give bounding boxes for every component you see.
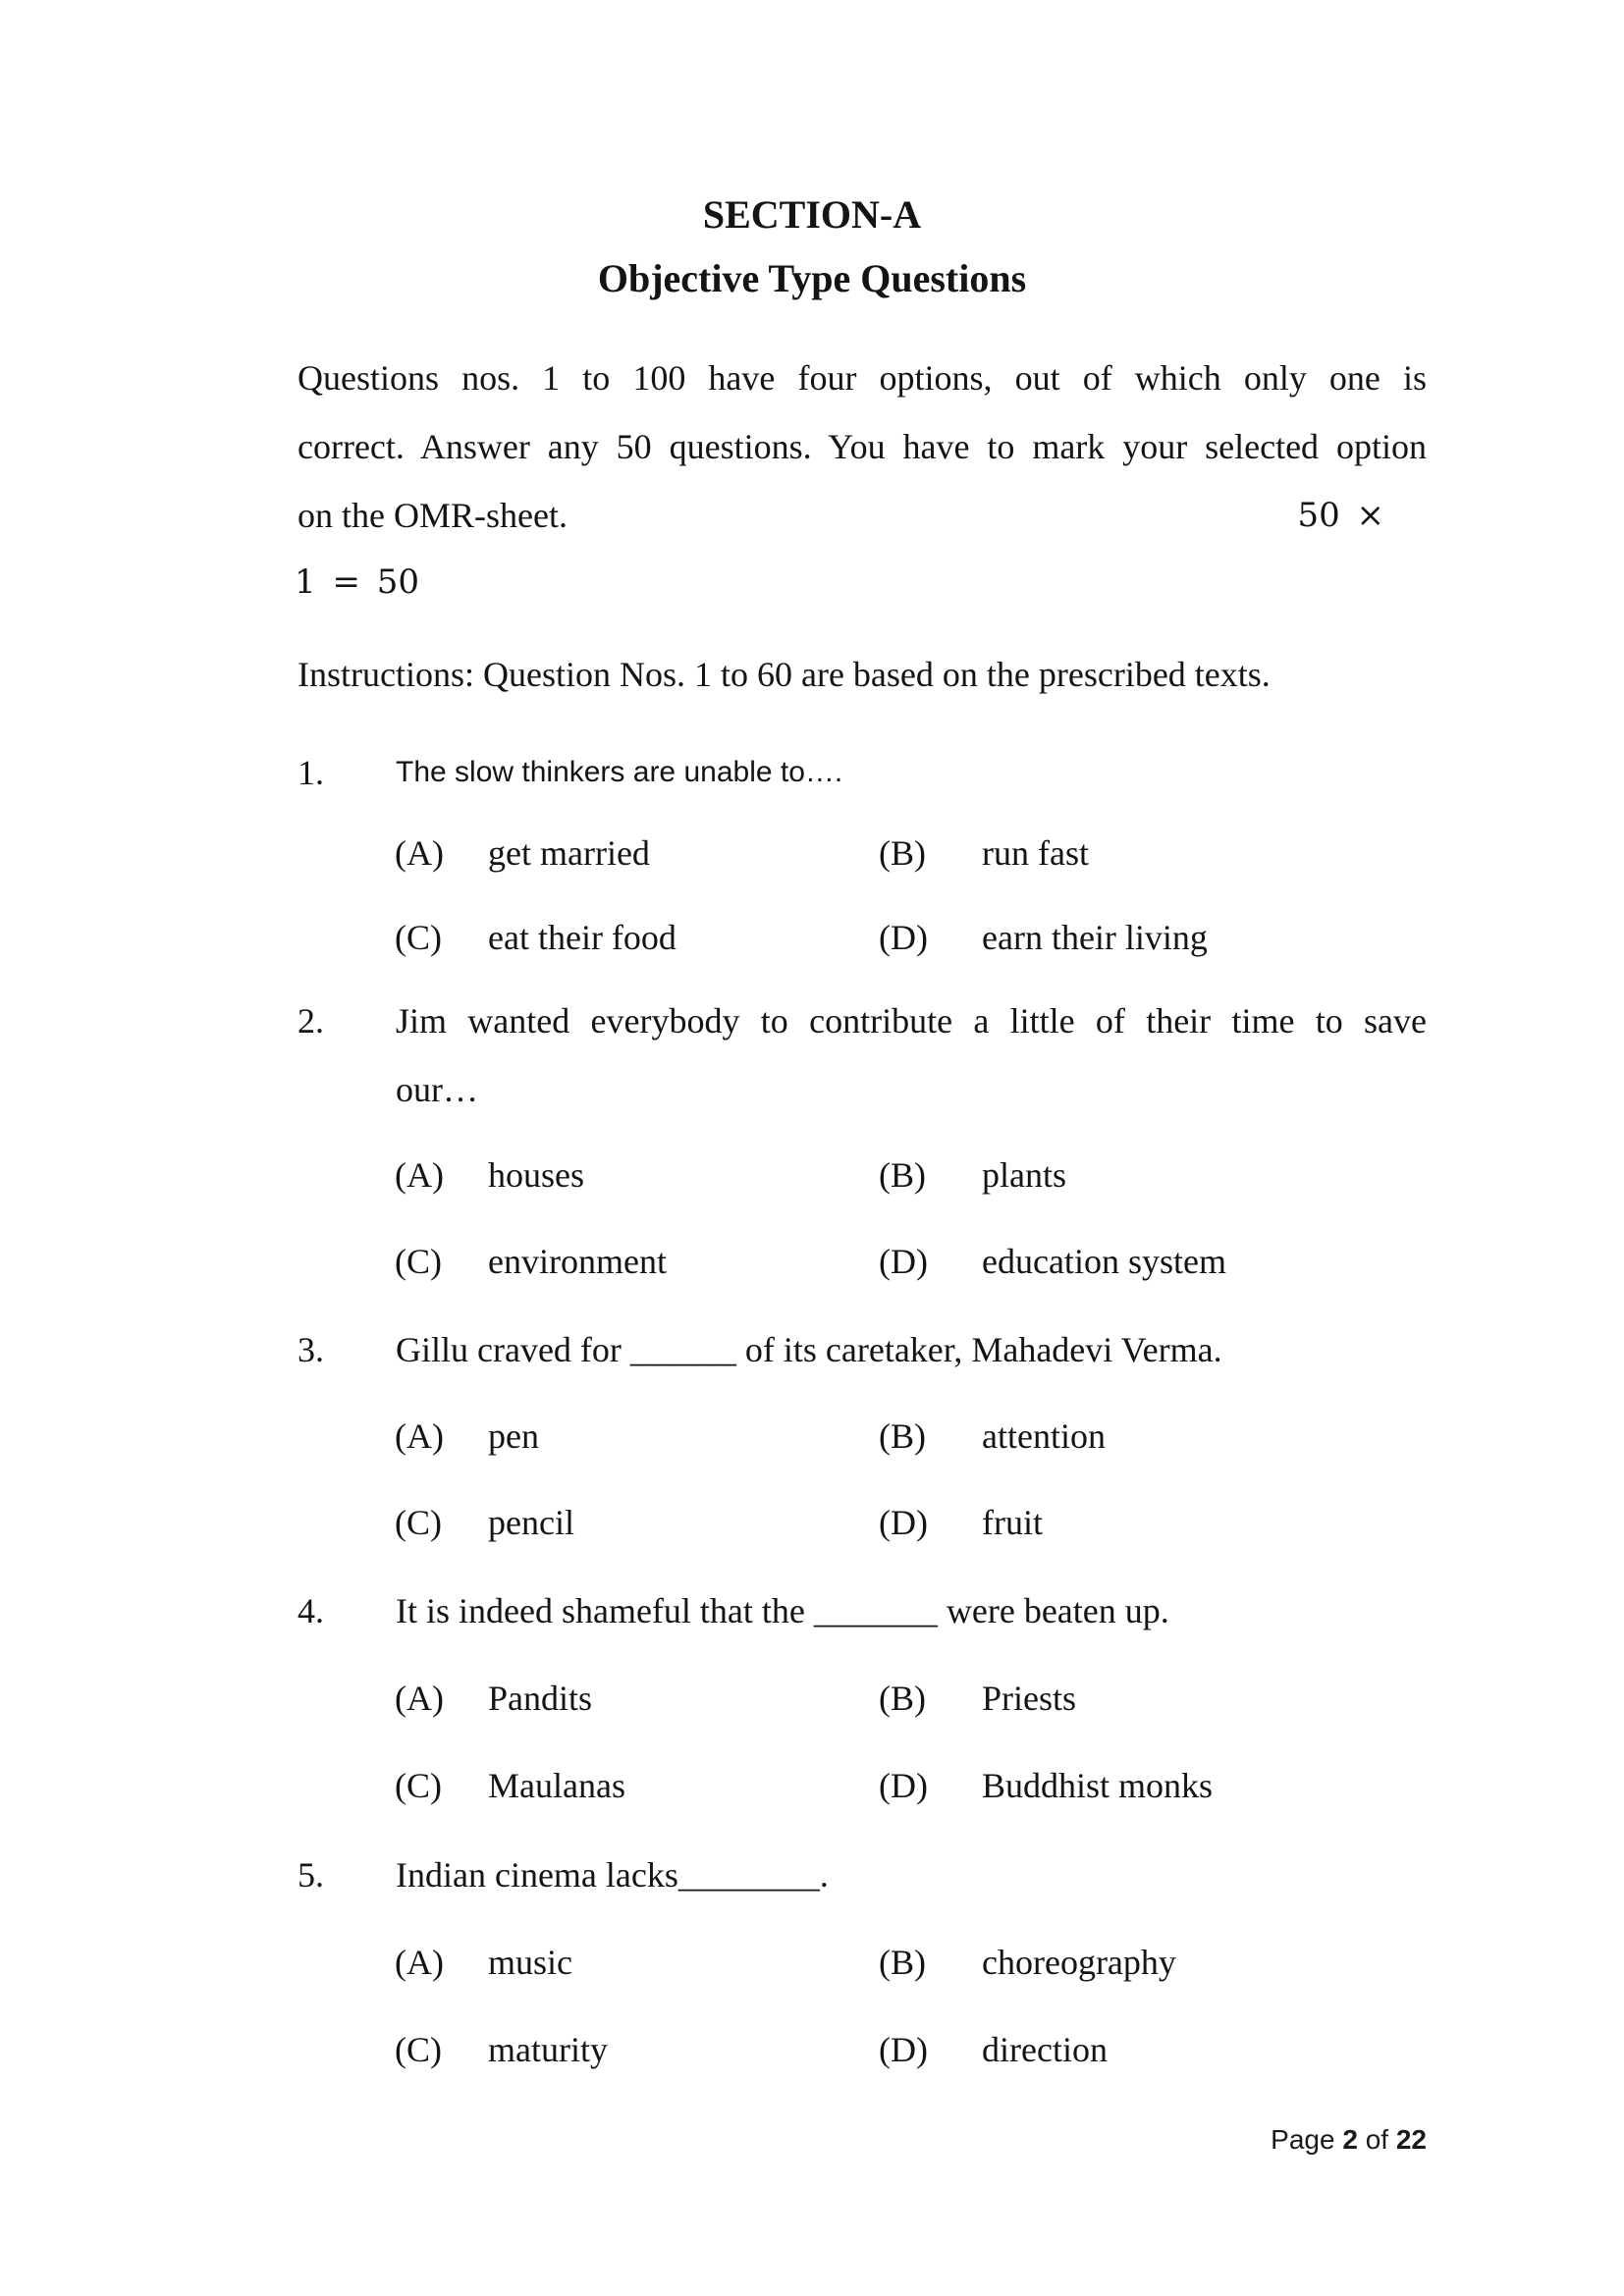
footer-total-pages: 22 [1395, 2124, 1427, 2155]
question-3-options-row-ab [0, 1402, 1624, 1470]
option-b-text: plants [982, 1155, 1066, 1195]
question-3-options-row-cd [0, 1488, 1624, 1557]
question-2-options-row-cd [0, 1227, 1624, 1296]
option-b-label: (B) [879, 1943, 926, 1982]
option-a-label: (A) [395, 1679, 444, 1718]
option-a-label: (A) [395, 833, 444, 873]
option-b-label: (B) [879, 1416, 926, 1456]
option-b-text: Priests [982, 1679, 1077, 1718]
question-1-options-row-cd [0, 903, 1624, 972]
option-c-text: pencil [488, 1503, 574, 1542]
intro-text: correct. Answer any 50 questions. You have to mark your selected option [298, 427, 1427, 466]
question-number: 3. [298, 1330, 324, 1369]
question-number: 5. [298, 1855, 324, 1895]
question-text: It is indeed shameful that the _______ were beaten up. [396, 1591, 1169, 1630]
question-text [396, 987, 1427, 1124]
question-4-options-row-cd [0, 1751, 1624, 1820]
option-d-text: direction [982, 2030, 1108, 2069]
option-d-label: (D) [879, 918, 928, 957]
option-c-text: Maulanas [488, 1766, 625, 1805]
question-number: 1. [298, 753, 324, 792]
footer-page-number: 2 [1342, 2124, 1358, 2155]
option-d-label: (D) [879, 2030, 928, 2069]
option-b-text: run fast [982, 833, 1089, 873]
instructions-note [0, 640, 1624, 709]
option-c-label: (C) [395, 1242, 442, 1281]
question-5-options-row-ab [0, 1928, 1624, 1997]
option-d-text: education system [982, 1242, 1226, 1281]
intro-line-1 [0, 344, 1624, 412]
question-text: Gillu craved for ______ of its caretaker, Mahadevi Verma. [396, 1330, 1222, 1369]
option-c-label: (C) [395, 918, 442, 957]
option-a-label: (A) [395, 1943, 444, 1982]
intro-line-2 [0, 412, 1624, 481]
question-4-options-row-ab [0, 1664, 1624, 1733]
option-a-text: music [488, 1943, 572, 1982]
marks-line [0, 548, 1624, 616]
option-d-text: Buddhist monks [982, 1766, 1214, 1805]
intro-text: Questions nos. 1 to 100 have four options, out of which only one is [298, 358, 1427, 398]
footer-page-word: Page [1271, 2124, 1335, 2155]
marks-expression-start: 50 × [1297, 496, 1384, 535]
option-d-label: (D) [879, 1766, 928, 1805]
question-number: 4. [298, 1591, 324, 1630]
question-text-line: Jim wanted everybody to contribute a little of their time to save [396, 1001, 1427, 1041]
question-1 [0, 738, 1624, 807]
option-d-label: (D) [879, 1242, 928, 1281]
question-text: Indian cinema lacks________. [396, 1855, 829, 1895]
section-subtitle: Objective Type Questions [597, 256, 1027, 300]
page-footer [1271, 2120, 1427, 2160]
question-2 [0, 987, 1624, 1124]
option-a-label: (A) [395, 1416, 444, 1456]
intro-text: on the OMR-sheet. [298, 496, 568, 535]
section-title: SECTION-A [702, 192, 922, 237]
option-c-text: environment [488, 1242, 667, 1281]
question-text-line: our… [396, 1070, 478, 1109]
option-a-text: pen [488, 1416, 539, 1456]
option-b-text: attention [982, 1416, 1106, 1456]
option-d-text: earn their living [982, 918, 1208, 957]
question-5 [0, 1841, 1624, 1909]
option-b-label: (B) [879, 833, 926, 873]
option-d-text: fruit [982, 1503, 1043, 1542]
question-3 [0, 1315, 1624, 1384]
option-a-label: (A) [395, 1155, 444, 1195]
option-b-label: (B) [879, 1679, 926, 1718]
option-a-text: Pandits [488, 1679, 593, 1718]
option-a-text: houses [488, 1155, 584, 1195]
question-text: The slow thinkers are unable to…. [396, 756, 843, 788]
option-c-text: maturity [488, 2030, 608, 2069]
option-b-text: choreography [982, 1943, 1176, 1982]
intro-line-3 [0, 481, 1624, 550]
option-c-label: (C) [395, 1503, 442, 1542]
question-1-options-row-ab [0, 819, 1624, 887]
option-b-label: (B) [879, 1155, 926, 1195]
option-c-label: (C) [395, 1766, 442, 1805]
question-4 [0, 1576, 1624, 1645]
instructions-text: Instructions: Question Nos. 1 to 60 are based on the prescribed texts. [298, 655, 1271, 694]
question-5-options-row-cd [0, 2015, 1624, 2084]
option-a-text: get married [488, 833, 650, 873]
option-c-label: (C) [395, 2030, 442, 2069]
question-number: 2. [298, 1001, 324, 1041]
option-d-label: (D) [879, 1503, 928, 1542]
marks-expression-end: 1 = 50 [295, 562, 419, 602]
option-c-text: eat their food [488, 918, 677, 957]
footer-of-word: of [1365, 2124, 1389, 2155]
question-2-options-row-ab [0, 1141, 1624, 1209]
